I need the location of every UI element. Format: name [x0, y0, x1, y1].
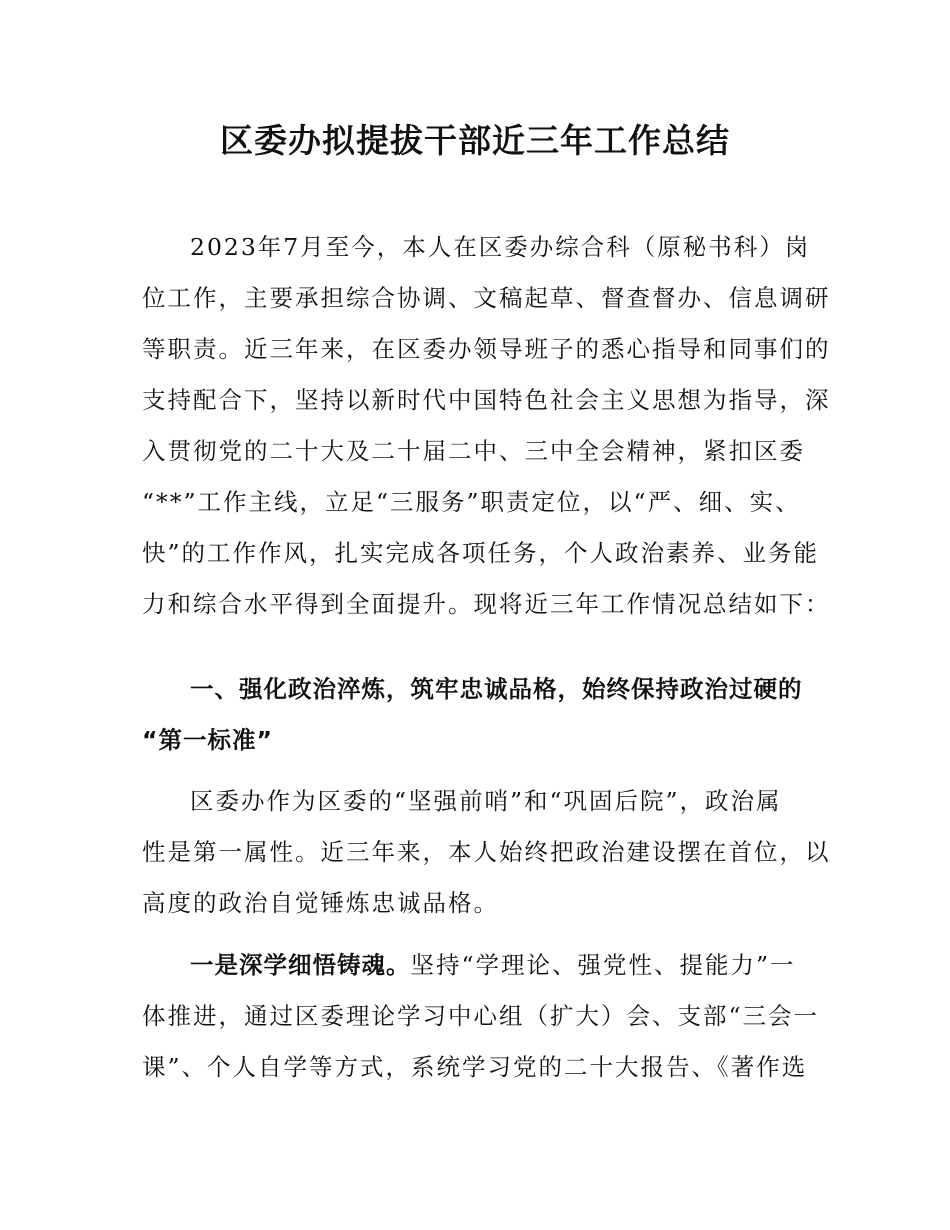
- paragraph-line: 等职责。近三年来，在区委办领导班子的悉心指导和同事们的: [142, 335, 831, 363]
- paragraph-line: 快”的工作作风，扎实完成各项任务，个人政治素养、业务能: [142, 539, 820, 567]
- paragraph-line: “**”工作主线，立足“三服务”职责定位，以“严、细、实、: [142, 488, 801, 516]
- paragraph-line: [142, 940, 814, 991]
- paragraph-line: 区委办作为区委的“坚强前哨”和“巩固后院”，政治属: [190, 787, 782, 815]
- paragraph-line: 位工作，主要承担综合协调、文稿起草、督查督办、信息调研: [142, 284, 831, 312]
- document-title: 区委办拟提拔干部近三年工作总结: [220, 121, 730, 160]
- paragraph-line: 支持配合下，坚持以新时代中国特色社会主义思想为指导，深: [142, 386, 831, 414]
- paragraph-line: 高度的政治自觉锤炼忠诚品格。: [142, 889, 499, 917]
- intro-paragraph: [142, 222, 831, 630]
- paragraph-line: 体推进，通过区委理论学习中心组（扩大）会、支部“三会一: [142, 1002, 820, 1030]
- paragraph-line: 性是第一属性。近三年来，本人始终把政治建设摆在首位，以: [142, 838, 831, 866]
- paragraph-line: 课”、个人自学等方式，系统学习党的二十大报告、《著作选: [142, 1053, 808, 1081]
- point-paragraph: [142, 940, 820, 1093]
- paragraph-line: 入贯彻党的二十大及二十届二中、三中全会精神，紧扣区委: [142, 437, 805, 465]
- section-paragraph: [142, 776, 831, 929]
- heading-line: “第一标准”: [142, 726, 273, 754]
- point-lead-rest: 坚持“学理论、强党性、提能力”一: [410, 951, 796, 979]
- point-lead: 一是深学细悟铸魂。: [190, 951, 411, 979]
- paragraph-line: 2023年7月至今，本人在区委办综合科（原秘书科）岗: [190, 233, 811, 261]
- heading-line: 一、强化政治淬炼，筑牢忠诚品格，始终保持政治过硬的: [190, 675, 803, 703]
- paragraph-line: 力和综合水平得到全面提升。现将近三年工作情况总结如下：: [142, 590, 831, 618]
- section-heading: [142, 664, 814, 766]
